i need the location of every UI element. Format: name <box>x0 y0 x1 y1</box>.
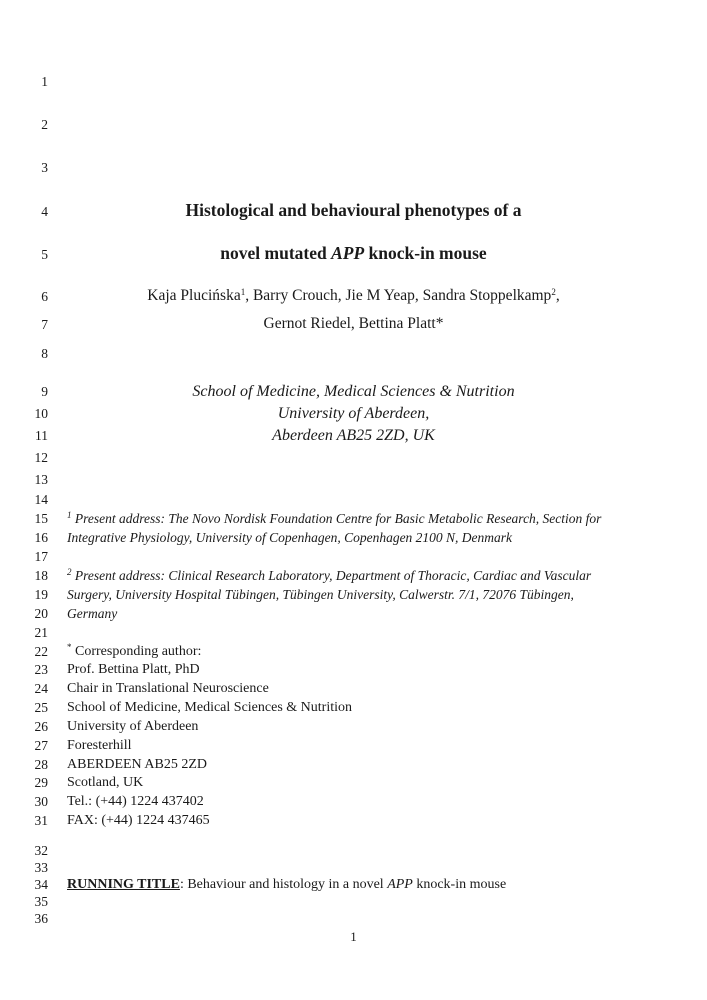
title-gene: APP <box>331 243 365 263</box>
line-number: 15 <box>34 511 48 526</box>
corresponding-line: Tel.: (+44) 1224 437402 <box>67 794 204 809</box>
line-number: 27 <box>34 738 48 753</box>
line-number: 4 <box>41 204 48 219</box>
line-number: 26 <box>34 719 48 734</box>
note-text: Present address: The Novo Nordisk Foundation Centre for Basic Metabolic Research, Section for <box>71 511 602 526</box>
title-line-1: Histological and behavioural phenotypes of a <box>185 200 522 220</box>
affiliation-line-3: Aberdeen AB25 2ZD, UK <box>272 427 435 444</box>
running-title-label: RUNNING TITLE <box>67 877 180 892</box>
author-punct: , <box>555 287 560 304</box>
present-address-1-line-1 <box>67 510 601 527</box>
note-superscript: * <box>67 642 72 652</box>
line-number: 16 <box>34 530 48 545</box>
line-number: 13 <box>34 472 48 487</box>
corresponding-line: Foresterhill <box>67 738 132 753</box>
line-number: 5 <box>41 247 48 262</box>
line-number: 31 <box>34 813 48 828</box>
line-number: 10 <box>34 406 48 421</box>
line-number: 17 <box>34 549 48 564</box>
present-address-1-line-2: Integrative Physiology, University of Copenhagen, Copenhagen 2100 N, Denmark <box>67 530 513 545</box>
line-number: 2 <box>41 117 48 132</box>
line-number: 14 <box>34 492 48 507</box>
running-title-text: : Behaviour and histology in a novel <box>179 877 388 892</box>
running-title-gene: APP <box>387 877 413 892</box>
line-number: 18 <box>34 568 48 583</box>
authors-line-1 <box>0 287 707 305</box>
author-name: Kaja Plucińska <box>147 287 241 304</box>
note-superscript: 2 <box>67 567 72 577</box>
affiliation-line-1: School of Medicine, Medical Sciences & Nutrition <box>192 383 515 400</box>
corresponding-line: Chair in Translational Neuroscience <box>67 681 269 696</box>
corresponding-author-label <box>67 643 201 660</box>
line-number: 11 <box>35 428 48 443</box>
title-line-2 <box>0 243 707 264</box>
running-title <box>67 876 506 893</box>
line-number: 24 <box>34 681 48 696</box>
title-text-end: knock-in mouse <box>364 243 487 263</box>
present-address-2-line-2: Surgery, University Hospital Tübingen, Tübingen University, Calwerstr. 7/1, 72076 Tübingen, <box>67 587 574 602</box>
line-number: 19 <box>34 587 48 602</box>
note-superscript: 1 <box>67 510 72 520</box>
line-number: 30 <box>34 794 48 809</box>
line-number: 28 <box>34 757 48 772</box>
authors-line-2: Gernot Riedel, Bettina Platt* <box>263 315 444 332</box>
corresponding-label-text: Corresponding author: <box>71 644 202 659</box>
author-names: , Barry Crouch, Jie M Yeap, Sandra Stoppelkamp <box>245 287 552 304</box>
corresponding-line: Prof. Bettina Platt, PhD <box>67 662 200 677</box>
line-number: 8 <box>41 346 48 361</box>
line-number: 20 <box>34 606 48 621</box>
line-number: 23 <box>34 662 48 677</box>
present-address-2-line-1 <box>67 567 591 584</box>
corresponding-line: ABERDEEN AB25 2ZD <box>67 757 207 772</box>
corresponding-line: FAX: (+44) 1224 437465 <box>67 813 210 828</box>
corresponding-line: University of Aberdeen <box>67 719 199 734</box>
affiliation-line-2: University of Aberdeen, <box>277 405 430 422</box>
corresponding-line: Scotland, UK <box>67 775 144 790</box>
note-text: Present address: Clinical Research Laboratory, Department of Thoracic, Cardiac and Vascular <box>71 568 592 583</box>
line-number: 32 <box>34 843 48 858</box>
page-number: 1 <box>350 929 357 944</box>
present-address-2-line-3: Germany <box>67 606 118 621</box>
line-number: 33 <box>34 860 48 875</box>
author-superscript: 1 <box>240 287 246 297</box>
title-text: novel mutated <box>220 243 332 263</box>
line-number: 36 <box>34 911 48 926</box>
line-number: 12 <box>34 450 48 465</box>
line-number: 34 <box>34 877 48 892</box>
author-superscript: 2 <box>551 287 556 297</box>
line-number: 3 <box>41 160 48 175</box>
line-number: 29 <box>34 775 48 790</box>
line-number: 35 <box>34 894 48 909</box>
line-number: 25 <box>34 700 48 715</box>
corresponding-line: School of Medicine, Medical Sciences & Nutrition <box>67 700 352 715</box>
line-number: 7 <box>41 317 48 332</box>
line-number: 21 <box>34 625 48 640</box>
line-number: 6 <box>41 289 48 304</box>
line-number: 9 <box>41 384 48 399</box>
running-title-text-end: knock-in mouse <box>412 877 507 892</box>
line-number: 22 <box>34 644 48 659</box>
line-number: 1 <box>41 74 48 89</box>
